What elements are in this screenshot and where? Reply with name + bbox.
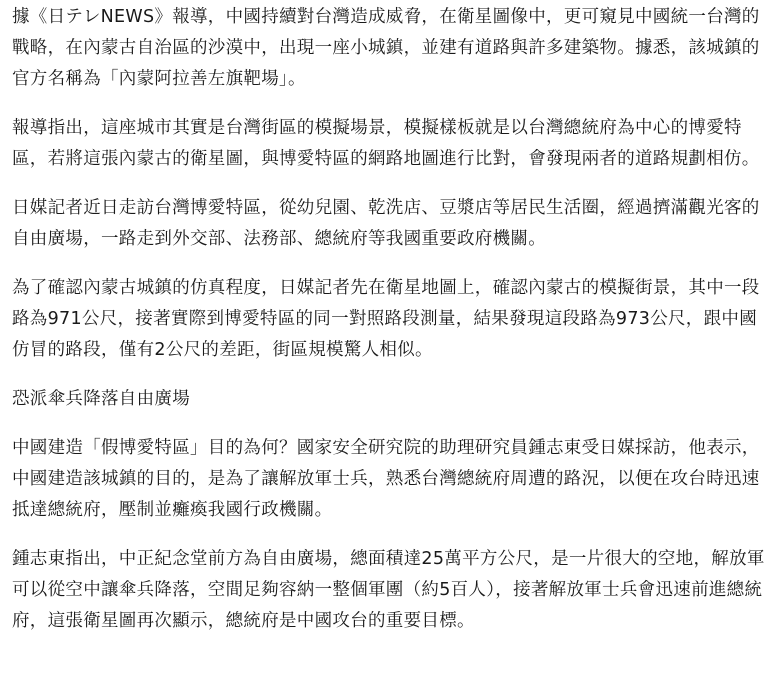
paragraph-3: 日媒記者近日走訪台灣博愛特區，從幼兒園、乾洗店、豆漿店等居民生活圈，經過擠滿觀光客的自由廣場，一路走到外交部、法務部、總統府等我國重要政府機關。 <box>12 198 760 249</box>
section-subheading: 恐派傘兵降落自由廣場 <box>12 389 190 409</box>
paragraph-4: 為了確認內蒙古城鎮的仿真程度，日媒記者先在衛星地圖上，確認內蒙古的模擬街景，其中一段路為971公尺，接著實際到博愛特區的同一對照路段測量，結果發現這段路為973公尺，跟中國仿冒的路段，僅有2公尺的差距，街區規模驚人相似。 <box>12 278 760 360</box>
paragraph-1: 據《日テレNEWS》報導，中國持續對台灣造成威脅，在衛星圖像中，更可窺見中國統一台灣的戰略，在內蒙古自治區的沙漠中，出現一座小城鎮，並建有道路與許多建築物。據悉，該城鎮的官方名稱為「內蒙阿拉善左旗靶場」。 <box>12 7 760 89</box>
paragraph-2: 報導指出，這座城市其實是台灣街區的模擬場景，模擬樣板就是以台灣總統府為中心的博愛特區，若將這張內蒙古的衛星圖，與博愛特區的網路地圖進行比對，會發現兩者的道路規劃相仿。 <box>12 118 760 169</box>
paragraph-5: 中國建造「假博愛特區」目的為何？國家安全研究院的助理研究員鍾志東受日媒採訪，他表示，中國建造該城鎮的目的，是為了讓解放軍士兵，熟悉台灣總統府周遭的路況，以便在攻台時迅速抵達總統府，壓制並癱瘓我國行政機關。 <box>12 438 760 520</box>
paragraph-6: 鍾志東指出，中正紀念堂前方為自由廣場，總面積達25萬平方公尺，是一片很大的空地，解放軍可以從空中讓傘兵降落，空間足夠容納一整個軍團（約5百人），接著解放軍士兵會迅速前進總統府，這張衛星圖再次顯示，總統府是中國攻台的重要目標。 <box>12 549 765 631</box>
